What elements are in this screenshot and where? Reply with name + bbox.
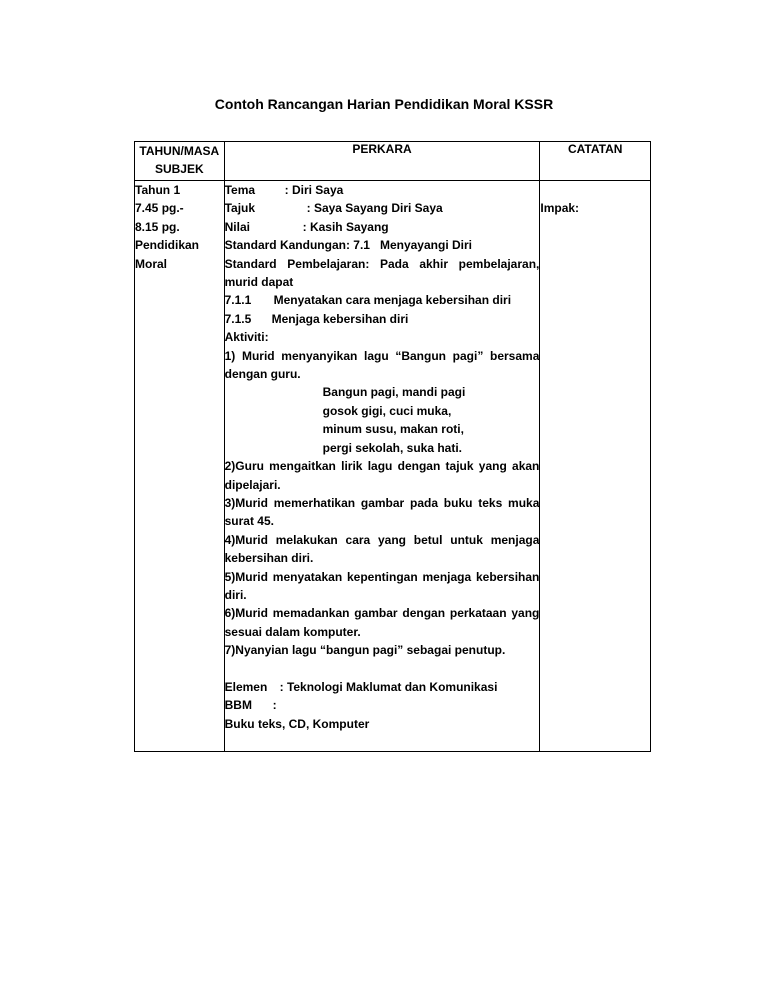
cell-perkara [224, 181, 540, 752]
activity-7: 7)Nyanyian lagu “bangun pagi” sebagai penutup. [224, 643, 506, 658]
page-title: Contoh Rancangan Harian Pendidikan Moral KSSR [214, 96, 554, 112]
song-line-2: gosok gigi, cuci muka, [322, 403, 452, 418]
nilai-line [225, 218, 540, 236]
activity-2: 2)Guru mengaitkan lirik lagu dengan tajuk yang akan dipelajari. [224, 459, 540, 492]
tahun-text: Tahun 1 [135, 183, 181, 197]
objective-1-text: Menyatakan cara menjaga kebersihan diri [273, 293, 512, 308]
nilai-label: Nilai [224, 219, 250, 234]
header-tahun-masa-subjek [135, 142, 225, 181]
table-header-row [135, 142, 651, 181]
header-subjek: SUBJEK [154, 162, 204, 176]
masa-start-text: 7.45 pg.- [135, 201, 184, 216]
activity-5: 5)Murid menyatakan kepentingan menjaga kebersihan diri. [224, 569, 540, 602]
header-perkara: PERKARA [224, 142, 540, 181]
objective-2-number: 7.1.5 [224, 311, 252, 326]
elemen-value: : Teknologi Maklumat dan Komunikasi [279, 679, 498, 694]
bbm-label: BBM [224, 698, 252, 713]
elemen-line [225, 678, 540, 696]
masa-end-text: 8.15 pg. [135, 219, 180, 234]
cell-catatan [540, 181, 651, 752]
spacer [225, 660, 540, 678]
subjek-line1-text: Pendidikan [135, 238, 200, 253]
objective-2-text: Menjaga kebersihan diri [271, 311, 409, 326]
aktiviti-label: Aktiviti: [224, 330, 269, 345]
lesson-plan-table [134, 141, 651, 752]
tema-line [225, 181, 540, 199]
objective-1 [225, 291, 540, 309]
bbm-items: Buku teks, CD, Komputer [224, 716, 370, 731]
activity-3: 3)Murid memerhatikan gambar pada buku teks muka surat 45. [224, 495, 540, 529]
tajuk-value: : Saya Sayang Diri Saya [306, 201, 443, 216]
bbm-line [225, 696, 540, 714]
nilai-value: : Kasih Sayang [302, 219, 389, 234]
cell-tahun-masa-subjek [135, 181, 225, 752]
catatan-impak: Impak: [540, 201, 580, 216]
objective-1-number: 7.1.1 [224, 293, 252, 308]
activity-4: 4)Murid melakukan cara yang betul untuk menjaga kebersihan diri. [224, 532, 540, 566]
table-body-row [135, 181, 651, 752]
subjek-line2-text: Moral [135, 256, 168, 271]
tema-label: Tema [224, 183, 256, 197]
song-line-1: Bangun pagi, mandi pagi [322, 385, 466, 400]
tajuk-line [225, 199, 540, 217]
standard-kandungan: Standard Kandungan: 7.1 Menyayangi Diri [224, 238, 472, 253]
header-tahun-masa: TAHUN/MASA [139, 144, 220, 158]
objective-2 [225, 310, 540, 328]
tajuk-label: Tajuk [224, 201, 256, 216]
tema-value: : Diri Saya [284, 183, 344, 197]
header-catatan: CATATAN [540, 142, 651, 181]
song-line-4: pergi sekolah, suka hati. [322, 440, 462, 455]
standard-pembelajaran: Standard Pembelajaran: Pada akhir pembelajaran, murid dapat [224, 256, 540, 290]
activity-6: 6)Murid memadankan gambar dengan perkataan yang sesuai dalam komputer. [224, 606, 540, 639]
elemen-label: Elemen [224, 679, 268, 694]
activity-1: 1) Murid menyanyikan lagu “Bangun pagi” bersama dengan guru. [224, 348, 540, 382]
bbm-value: : [272, 698, 277, 713]
song-line-3: minum susu, makan roti, [322, 422, 464, 437]
